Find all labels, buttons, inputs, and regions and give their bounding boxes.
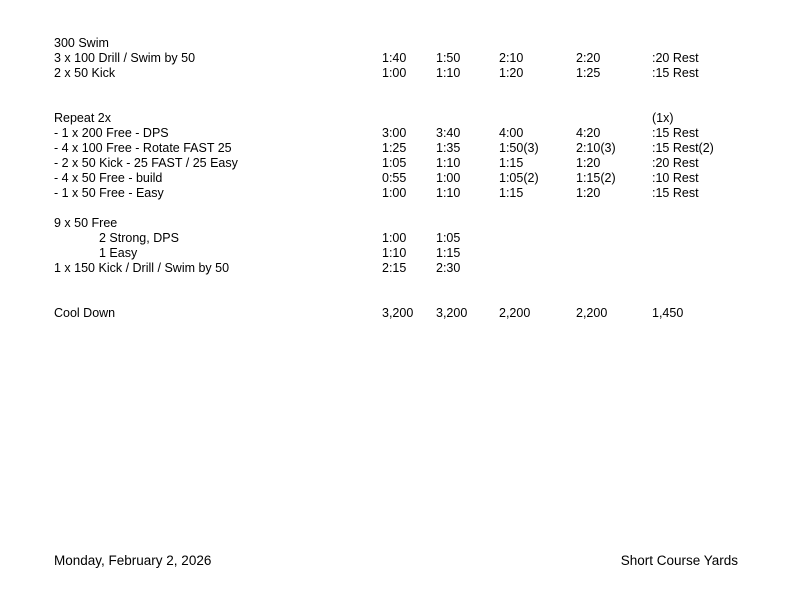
interval-group-1: 2:15 — [382, 261, 407, 275]
rest: (1x) — [652, 111, 674, 125]
interval-group-3: 1:15 — [499, 186, 524, 200]
set-description: Cool Down — [54, 306, 116, 320]
workout-row — [0, 51, 792, 66]
interval-group-1: 1:25 — [382, 141, 407, 155]
interval-group-3: 1:05(2) — [499, 171, 539, 185]
set-description: - 2 x 50 Kick - 25 FAST / 25 Easy — [54, 156, 238, 170]
set-description: Repeat 2x — [54, 111, 111, 125]
set-description: - 4 x 100 Free - Rotate FAST 25 — [54, 141, 232, 155]
rest: :10 Rest — [652, 171, 699, 185]
rest: 1,450 — [652, 306, 684, 320]
workout-row — [0, 246, 792, 261]
interval-group-1: 1:40 — [382, 51, 407, 65]
set-description: 2 Strong, DPS — [99, 231, 179, 245]
set-description: 300 Swim — [54, 36, 109, 50]
set-description: - 4 x 50 Free - build — [54, 171, 163, 185]
set-description: 3 x 100 Drill / Swim by 50 — [54, 51, 196, 65]
workout-row — [0, 36, 792, 51]
rest: :15 Rest — [652, 66, 699, 80]
interval-group-1: 1:10 — [382, 246, 407, 260]
interval-group-2: 3,200 — [436, 306, 468, 320]
interval-group-1: 3,200 — [382, 306, 414, 320]
interval-group-3: 4:00 — [499, 126, 524, 140]
interval-group-2: 1:00 — [436, 171, 461, 185]
interval-group-3: 2:10 — [499, 51, 524, 65]
set-description: - 1 x 200 Free - DPS — [54, 126, 169, 140]
interval-group-4: 2:10(3) — [576, 141, 616, 155]
interval-group-4: 1:25 — [576, 66, 601, 80]
rest: :15 Rest(2) — [652, 141, 714, 155]
interval-group-1: 1:05 — [382, 156, 407, 170]
set-description: 1 x 150 Kick / Drill / Swim by 50 — [54, 261, 230, 275]
workout-row — [0, 306, 792, 321]
workout-row — [0, 111, 792, 126]
set-description: 2 x 50 Kick — [54, 66, 116, 80]
rest: :15 Rest — [652, 186, 699, 200]
interval-group-4: 1:20 — [576, 186, 601, 200]
workout-row — [0, 216, 792, 231]
interval-group-4: 2:20 — [576, 51, 601, 65]
rest: :20 Rest — [652, 51, 699, 65]
workout-row — [0, 66, 792, 81]
interval-group-2: 1:35 — [436, 141, 461, 155]
interval-group-3: 2,200 — [499, 306, 531, 320]
interval-group-3: 1:20 — [499, 66, 524, 80]
rest: :20 Rest — [652, 156, 699, 170]
interval-group-2: 2:30 — [436, 261, 461, 275]
workout-row — [0, 171, 792, 186]
interval-group-2: 3:40 — [436, 126, 461, 140]
interval-group-3: 1:50(3) — [499, 141, 539, 155]
set-description: 1 Easy — [99, 246, 138, 260]
workout-row — [0, 231, 792, 246]
interval-group-2: 1:10 — [436, 186, 461, 200]
set-description: 9 x 50 Free — [54, 216, 118, 230]
interval-group-1: 0:55 — [382, 171, 407, 185]
interval-group-1: 3:00 — [382, 126, 407, 140]
workout-row — [0, 141, 792, 156]
interval-group-1: 1:00 — [382, 186, 407, 200]
workout-row — [0, 186, 792, 201]
workout-row — [0, 156, 792, 171]
workout-row — [0, 261, 792, 276]
interval-group-2: 1:15 — [436, 246, 461, 260]
footer-date: Monday, February 2, 2026 — [54, 553, 212, 568]
interval-group-2: 1:50 — [436, 51, 461, 65]
interval-group-4: 4:20 — [576, 126, 601, 140]
interval-group-2: 1:10 — [436, 156, 461, 170]
interval-group-2: 1:10 — [436, 66, 461, 80]
workout-row — [0, 126, 792, 141]
set-description: - 1 x 50 Free - Easy — [54, 186, 164, 200]
interval-group-4: 1:15(2) — [576, 171, 616, 185]
interval-group-3: 1:15 — [499, 156, 524, 170]
interval-group-4: 1:20 — [576, 156, 601, 170]
interval-group-2: 1:05 — [436, 231, 461, 245]
rest: :15 Rest — [652, 126, 699, 140]
interval-group-1: 1:00 — [382, 66, 407, 80]
interval-group-4: 2,200 — [576, 306, 608, 320]
footer-course-type: Short Course Yards — [620, 553, 738, 568]
interval-group-1: 1:00 — [382, 231, 407, 245]
